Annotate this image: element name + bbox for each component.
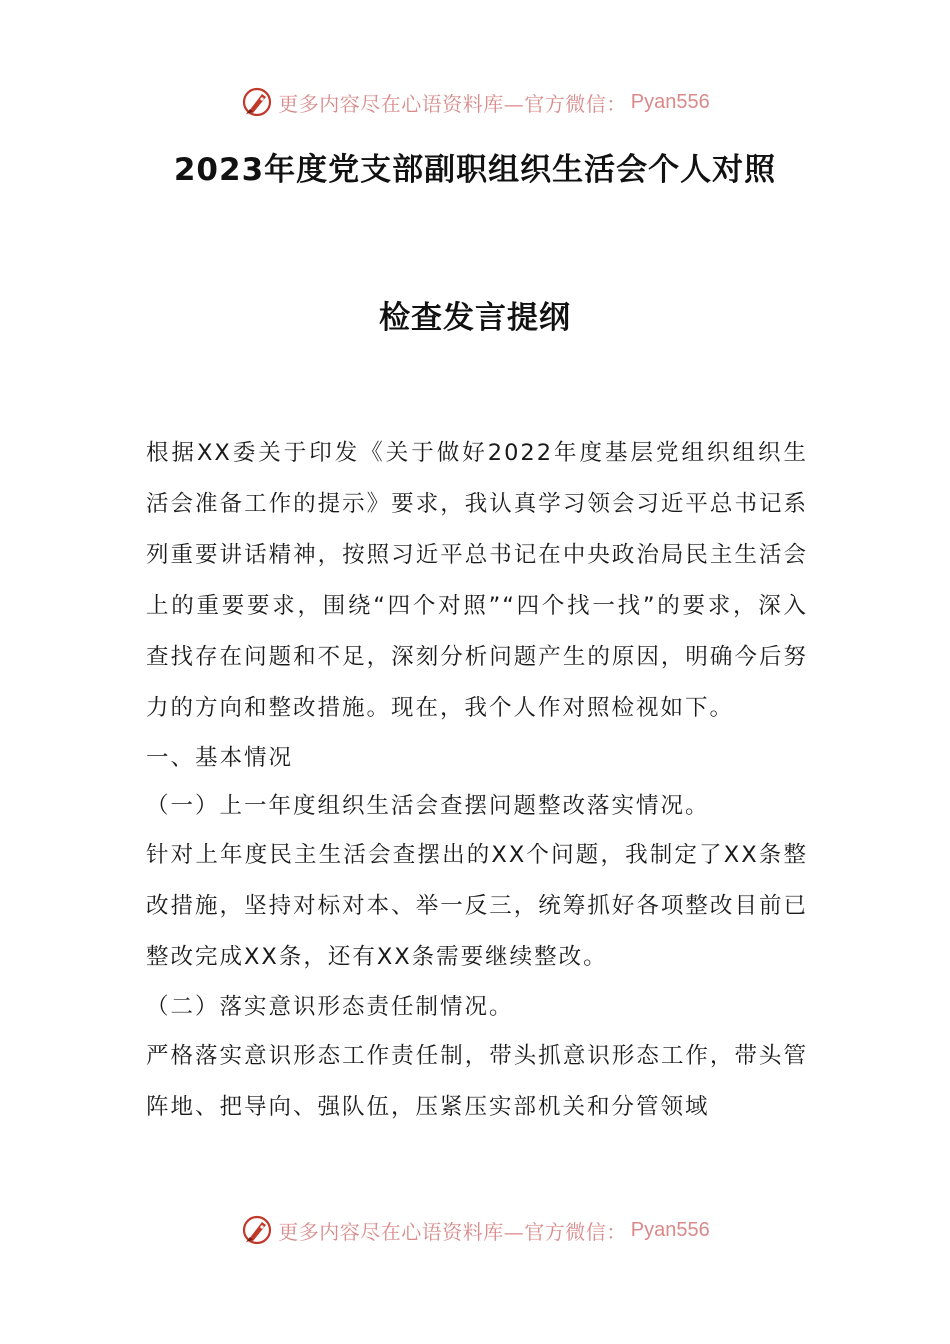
watermark-wechat-id: Pyan556 (630, 90, 710, 113)
subsection-heading-1: （一）上一年度组织生活会查摆问题整改落实情况。 (146, 793, 710, 819)
document-body (146, 428, 808, 1133)
intro-paragraph: 根据XX委关于印发《关于做好2022年度基层党组织组织生活会准备工作的提示》要求，我认真学习领会习近平总书记系列重要讲话精神，按照习近平总书记在中央政治局民主生活会上的重要要求，围绕“四个对照”“四个找一找”的要求，深入查找存在问题和不足，深刻分析问题产生的原因，明确今后努力的方向和整改措施。现在，我个人作对照检视如下。 (146, 440, 808, 721)
document-title-line-1: 2023年度党支部副职组织生活会个人对照 (173, 152, 777, 188)
watermark-text: 更多内容尽在心语资料库—官方微信： (278, 91, 627, 116)
paragraph-rectification: 针对上年度民主生活会查摆出的XX个问题，我制定了XX条整改措施，坚持对标对本、举一反三，统筹抓好各项整改目前已整改完成XX条，还有XX条需要继续整改。 (146, 842, 808, 970)
watermark-banner-bottom (0, 1210, 950, 1250)
pen-nib-circle-icon (240, 1213, 274, 1247)
section-heading-basic-situation: 一、基本情况 (146, 745, 294, 771)
watermark-text: 更多内容尽在心语资料库—官方微信： (278, 1219, 627, 1244)
subsection-heading-2: （二）落实意识形态责任制情况。 (146, 994, 514, 1020)
document-title-line-2: 检查发言提纲 (379, 300, 571, 336)
pen-nib-circle-icon (240, 85, 274, 119)
watermark-wechat-id: Pyan556 (630, 1218, 710, 1241)
watermark-banner-top (0, 82, 950, 122)
paragraph-ideology: 严格落实意识形态工作责任制，带头抓意识形态工作，带头管阵地、把导向、强队伍，压紧压实部机关和分管领域 (146, 1043, 808, 1120)
